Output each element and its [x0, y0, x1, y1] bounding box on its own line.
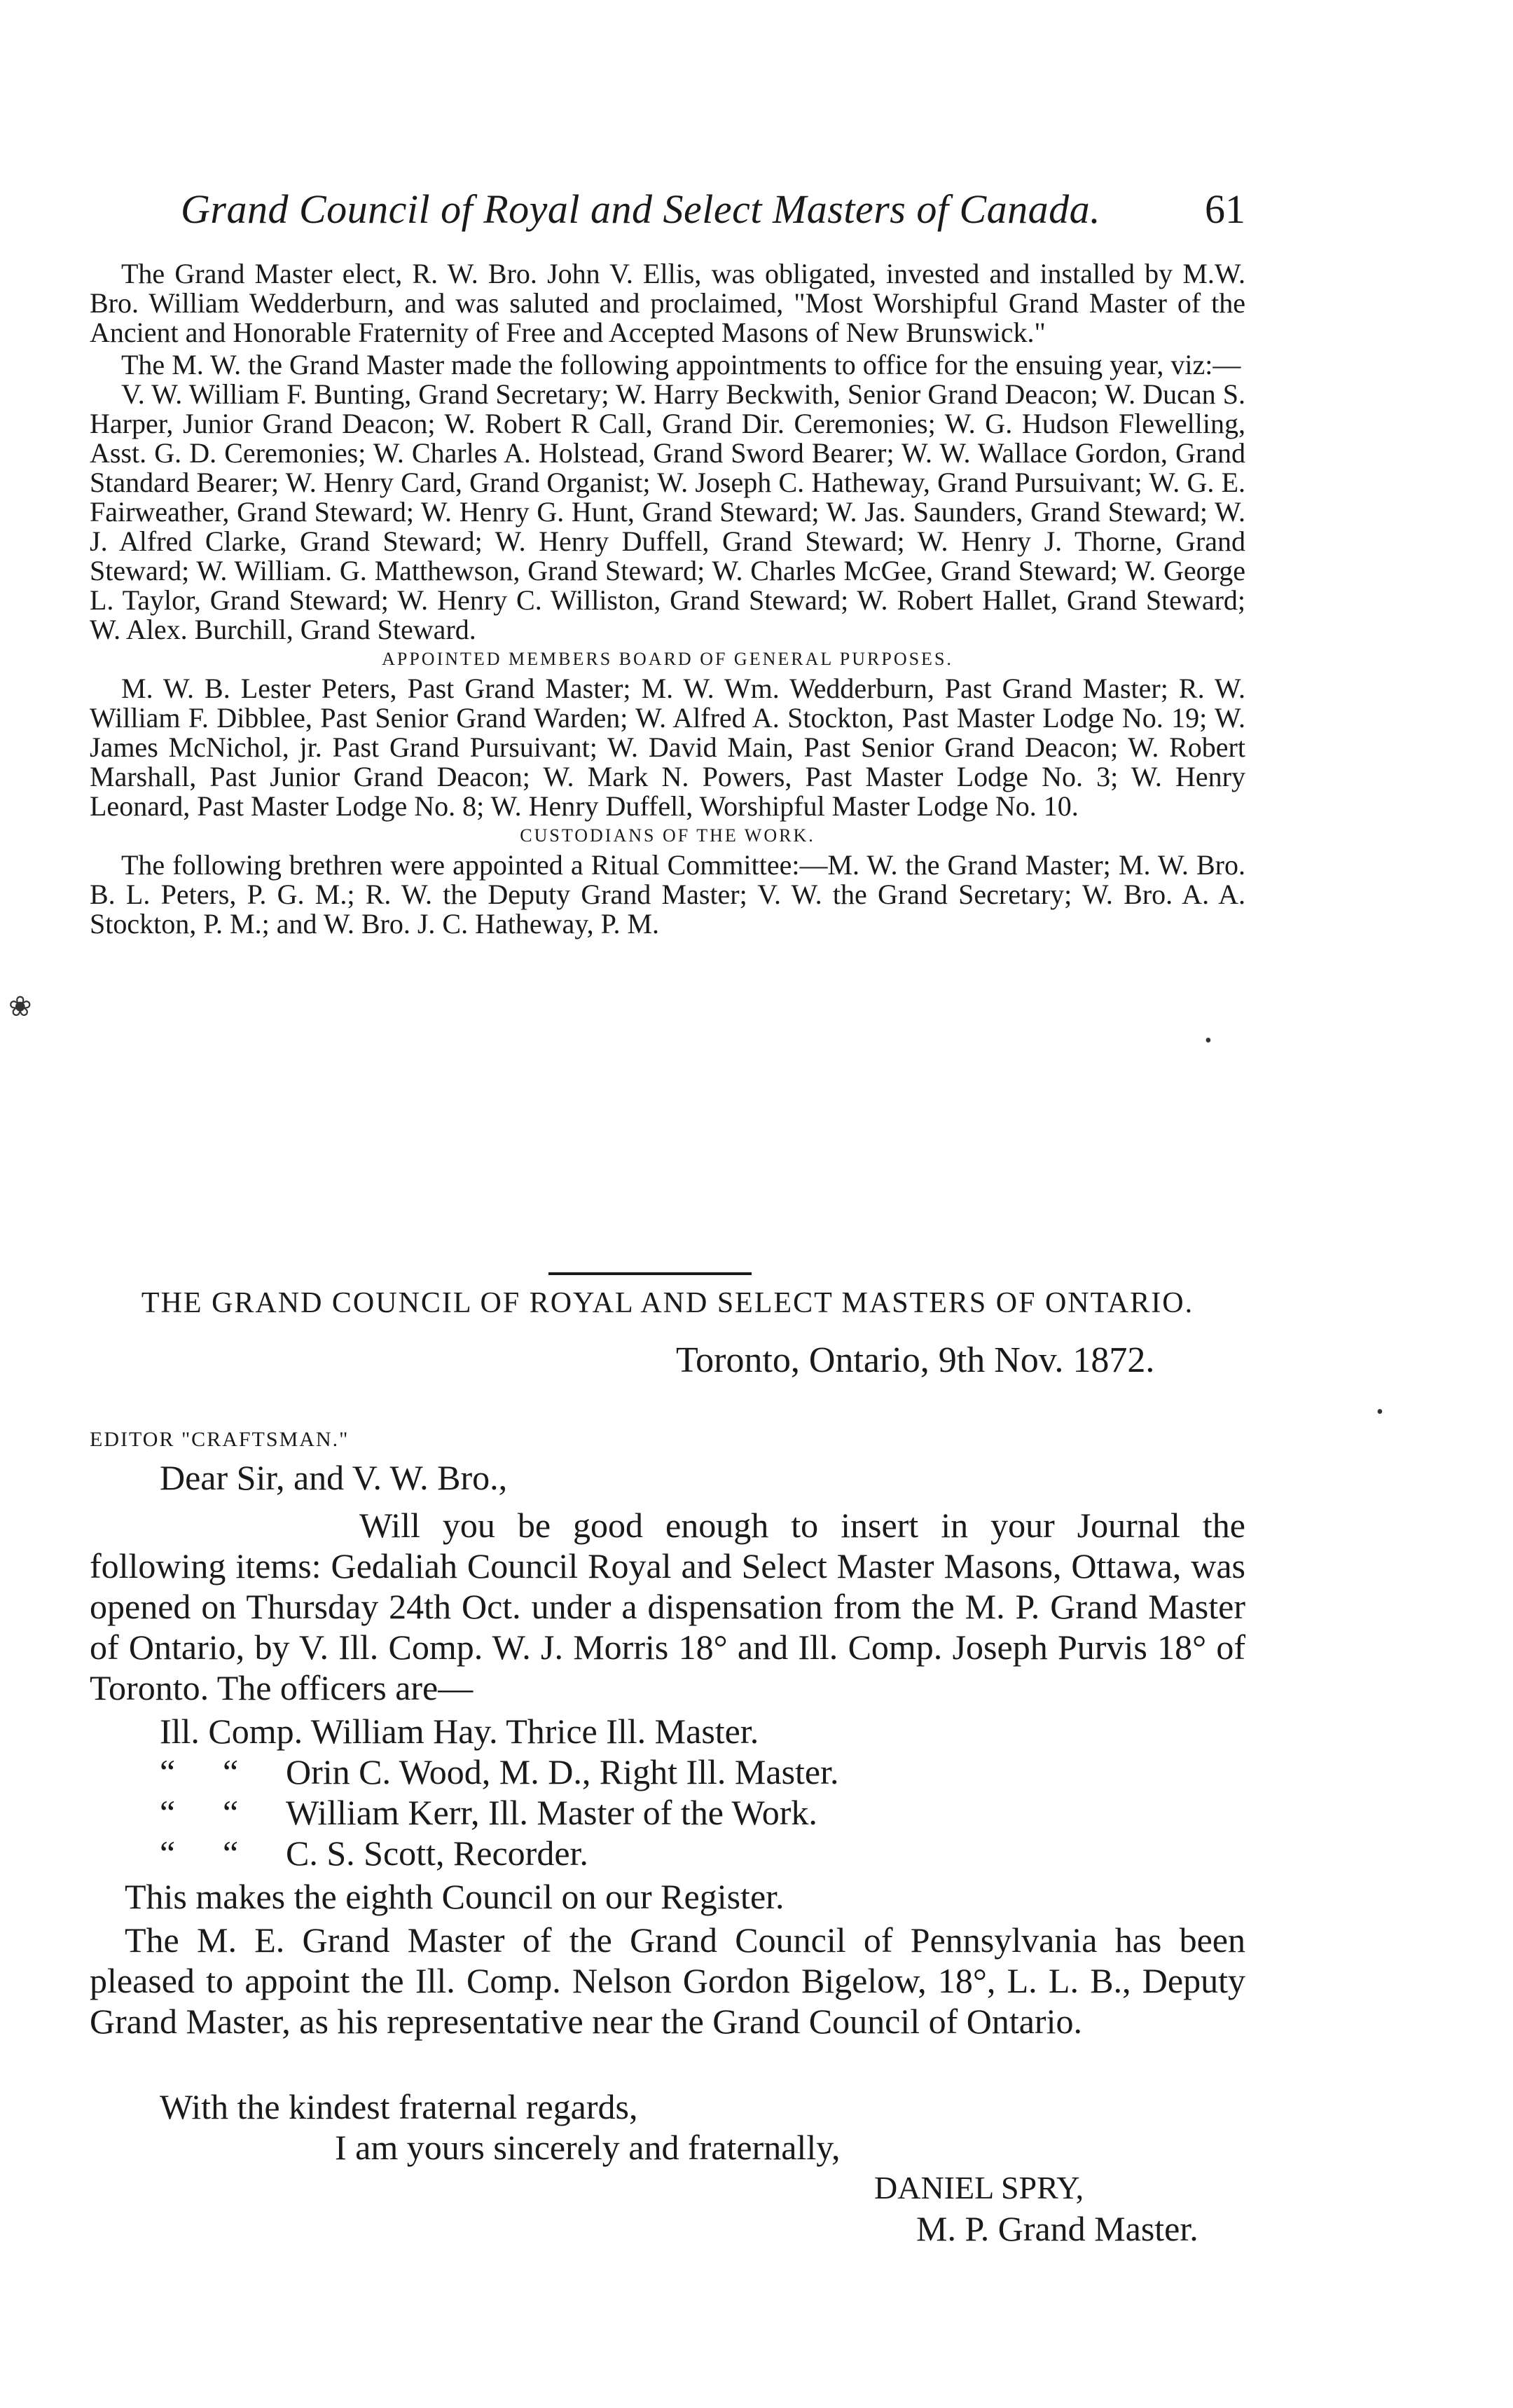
signature-name: DANIEL SPRY, — [874, 2170, 1084, 2206]
officer-text: C. S. Scott, Recorder. — [286, 1833, 588, 1873]
letter-body — [90, 1505, 1245, 1708]
ditto-mark: “ — [223, 1833, 239, 1873]
officer-row — [160, 1752, 839, 1792]
heading-custodians: CUSTODIANS OF THE WORK. — [520, 825, 815, 846]
dateline: Toronto, Ontario, 9th Nov. 1872. — [676, 1340, 1155, 1380]
eighth-council-line: This makes the eighth Council on our Register. — [125, 1877, 785, 1916]
ditto-mark: “ — [223, 1752, 239, 1791]
margin-flower-mark: ❀ — [8, 991, 32, 1022]
paragraph-insert: Will you be good enough to insert in your Journal the following items: Gedaliah Council Royal and Select Master Masons, Ottawa, was opened on Thursday 24th Oct. under a dispensation from the M. P. Grand Master of Ontario, by V. Ill. Comp. W. J. Morris 18° and Ill. Comp. Joseph Purvis 18° of Toronto. The officers are— — [90, 1506, 1245, 1707]
paragraph-appointments-intro: The M. W. the Grand Master made the following appointments to office for the ensuing year, viz:— — [121, 349, 1241, 380]
paragraph-board-members: M. W. B. Lester Peters, Past Grand Master; M. W. Wm. Wedderburn, Past Grand Master; R. W. William F. Dibblee, Past Senior Grand Warden; W. Alfred A. Stockton, Past Master Lodge No. 19; W. James McNichol, jr. Past Grand Pursuivant; W. David Main, Past Senior Grand Deacon; W. Robert Marshall, Past Junior Grand Deacon; W. Mark N. Powers, Past Master Lodge No. 3; W. Henry Leonard, Past Master Lodge No. 8; W. Henry Duffell, Worshipful Master Lodge No. 10. — [90, 673, 1245, 822]
ditto-mark: “ — [160, 1833, 176, 1873]
stray-dot-mark-right: • — [1376, 1401, 1383, 1423]
ditto-mark: “ — [223, 1793, 239, 1832]
running-header — [181, 186, 1245, 235]
ditto-mark: “ — [160, 1752, 176, 1791]
paragraph-custodians: The following brethren were appointed a Ritual Committee:—M. W. the Grand Master; M. W. Bro. B. L. Peters, P. G. M.; R. W. the Deputy Grand Master; V. W. the Grand Secretary; W. Bro. A. A. Stockton, P. M.; and W. Bro. J. C. Hatheway, P. M. — [90, 849, 1245, 940]
paragraph-pennsylvania: The M. E. Grand Master of the Grand Council of Pennsylvania has been pleased to appoint the Ill. Comp. Nelson Gordon Bigelow, 18°, L. L. B., Deputy Grand Master, as his representative near the Grand Council of Ontario. — [90, 1920, 1245, 2041]
section-divider — [548, 1272, 752, 1275]
pennsylvania-body — [90, 1920, 1245, 2042]
closing-regards: With the kindest fraternal regards, — [160, 2087, 638, 2126]
ontario-title: THE GRAND COUNCIL OF ROYAL AND SELECT MASTERS OF ONTARIO. — [141, 1287, 1194, 1319]
officer-text: William Kerr, Ill. Master of the Work. — [286, 1793, 817, 1832]
ditto-mark: “ — [160, 1793, 176, 1832]
header-title: Grand Council of Royal and Select Masters of Canada. — [181, 186, 1101, 232]
officer-text: Orin C. Wood, M. D., Right Ill. Master. — [286, 1752, 839, 1791]
paragraph-officers-list: V. W. William F. Bunting, Grand Secretary; W. Harry Beckwith, Senior Grand Deacon; W. Ducan S. Harper, Junior Grand Deacon; W. Robert R Call, Grand Dir. Ceremonies; W. G. Hudson Flewelling, Asst. G. D. Ceremonies; W. Charles A. Holstead, Grand Sword Bearer; W. W. Wallace Gordon, Grand Standard Bearer; W. Henry Card, Grand Organist; W. Joseph C. Hatheway, Grand Pursuivant; W. G. E. Fairweather, Grand Steward; W. Henry G. Hunt, Grand Steward; W. Jas. Saunders, Grand Steward; W. J. Alfred Clarke, Grand Steward; W. Henry Duffell, Grand Steward; W. Henry J. Thorne, Grand Steward; W. William. G. Matthewson, Grand Steward; W. Charles McGee, Grand Steward; W. George L. Taylor, Grand Steward; W. Henry C. Williston, Grand Steward; W. Robert Hallet, Grand Steward; W. Alex. Burchill, Grand Steward. — [90, 378, 1245, 645]
section-new-brunswick — [90, 259, 1245, 939]
heading-board-general-purposes: APPOINTED MEMBERS BOARD OF GENERAL PURPOSES. — [382, 649, 953, 669]
editor-address: EDITOR "CRAFTSMAN." — [90, 1428, 350, 1451]
closing-yours: I am yours sincerely and fraternally, — [335, 2128, 841, 2167]
salutation: Dear Sir, and V. W. Bro., — [160, 1458, 508, 1497]
officer-row — [160, 1711, 759, 1752]
page-number: 61 — [1205, 186, 1245, 232]
document-page — [90, 0, 1245, 2408]
officer-row — [160, 1833, 588, 1873]
stray-dot-mark: • — [1205, 1030, 1212, 1052]
signature-title: M. P. Grand Master. — [916, 2209, 1198, 2248]
paragraph-obligated: The Grand Master elect, R. W. Bro. John V. Ellis, was obligated, invested and installed by M.W. Bro. William Wedderburn, and was saluted and proclaimed, "Most Worshipful Grand Master of the Ancient and Honorable Fraternity of Free and Accepted Masons of New Brunswick." — [90, 258, 1245, 348]
officer-text: Ill. Comp. William Hay. Thrice Ill. Master. — [160, 1712, 759, 1751]
officer-row — [160, 1792, 817, 1833]
